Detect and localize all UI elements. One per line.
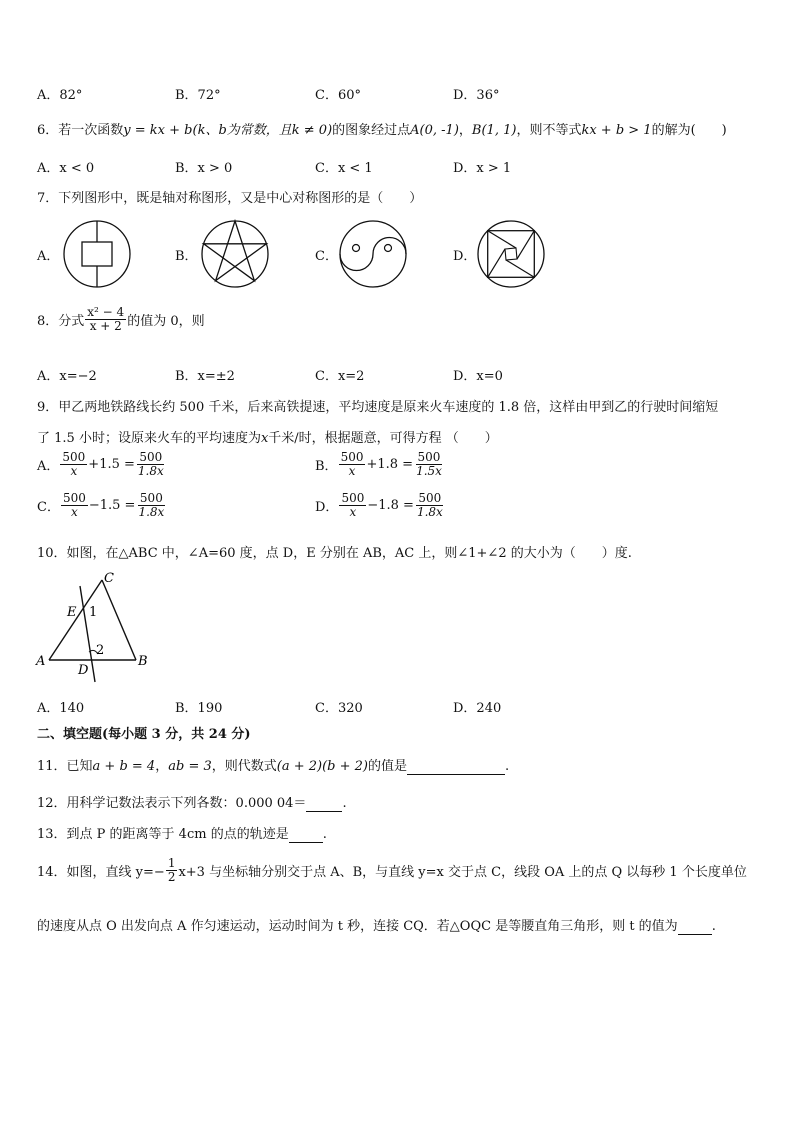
q8-denominator: x + 2 xyxy=(89,319,122,334)
q5-option-d: D．36° xyxy=(453,88,500,103)
q11-suffix: 的值是 xyxy=(367,759,407,774)
q10-label-d: D xyxy=(78,663,89,678)
q14-line2 xyxy=(37,915,716,935)
q9-d-frac2 xyxy=(415,492,445,519)
q10-triangle-figure xyxy=(34,568,164,686)
q9-a-frac1 xyxy=(60,451,87,478)
q10-label-1: 1 xyxy=(89,605,98,620)
q6-condition: (k、b为常数，且k ≠ 0) xyxy=(192,123,333,138)
q14-pre: 14．如图，直线 y=− xyxy=(37,865,165,881)
q6-option-c: C．x < 1 xyxy=(315,161,373,176)
q14-line1 xyxy=(37,857,747,884)
q12-end: . xyxy=(342,796,347,811)
q6-text-pre: 若一次函数 xyxy=(58,123,124,138)
q9-b-frac2-num: 500 xyxy=(417,450,441,464)
q9-c-frac1-num: 500 xyxy=(62,491,86,505)
q6-option-d: D．x > 1 xyxy=(453,161,512,176)
q9-option-b xyxy=(315,451,445,478)
q11-condition-2: ab = 3 xyxy=(168,759,212,774)
q7-label-c: C． xyxy=(315,249,338,264)
q9-line2 xyxy=(37,427,498,446)
q9-option-a xyxy=(37,451,167,478)
q9-variable: x xyxy=(260,431,269,446)
q9-line2-pre: 了 1.5 小时；设原来火车的平均速度为 xyxy=(37,431,261,446)
q9-line2-post: 千米/时，根据题意，可得方程 （ ） xyxy=(268,431,498,446)
q6-option-b: B．x > 0 xyxy=(175,161,233,176)
q9-c-frac1-den: x xyxy=(71,505,78,520)
q7-label-a: A． xyxy=(37,249,60,264)
q9-a-frac1-num: 500 xyxy=(62,450,86,464)
q9-c-frac2 xyxy=(136,492,166,519)
q7-label-d: D． xyxy=(453,249,477,264)
q9-c-frac2-num: 500 xyxy=(139,491,163,505)
q11-prefix: 11．已知 xyxy=(37,759,93,774)
q9-option-c xyxy=(37,492,167,519)
q14-answer-blank[interactable] xyxy=(678,919,712,935)
q9-d-frac2-den: 1.8x xyxy=(416,505,443,520)
q7-label-b: B． xyxy=(175,249,198,264)
q14-end: . xyxy=(711,919,716,934)
q9-a-frac2-num: 500 xyxy=(139,450,163,464)
q7-figure-d-square-pinwheel xyxy=(474,218,548,290)
q11-separator: ， xyxy=(155,759,169,774)
q7-figure-b-pentagram xyxy=(198,218,272,290)
q11-answer-blank[interactable] xyxy=(407,759,505,775)
q8-suffix: 的值为 0，则 xyxy=(127,314,205,330)
q6-inequality: kx + b > 1 xyxy=(581,123,652,138)
q13-text: 13．到点 P 的距离等于 4cm 的点的轨迹是 xyxy=(37,827,289,842)
q12-text: 12．用科学记数法表示下列各数：0.000 04＝ xyxy=(37,796,307,811)
q8-stem xyxy=(37,306,205,333)
q6-number: 6． xyxy=(37,123,59,138)
q9-line1: 9．甲乙两地铁路线长约 500 千米，后来高铁提速，平均速度是原来火车速度的 1.8 倍，这样由甲到乙的行驶时间缩短 xyxy=(37,400,719,415)
q6-stem xyxy=(37,119,727,138)
q9-a-operator: +1.5 = xyxy=(88,457,135,473)
q10-option-b: B．190 xyxy=(175,701,223,716)
q5-option-c: C．60° xyxy=(315,88,361,103)
q6-text-post: ，则不等式 xyxy=(516,123,582,138)
q6-function: y = kx + b xyxy=(123,123,193,138)
q10-option-a: A．140 xyxy=(37,701,85,716)
q6-text-mid: 的图象经过点 xyxy=(332,123,411,138)
q8-prefix: 8．分式 xyxy=(37,314,85,330)
q10-option-d: D．240 xyxy=(453,701,502,716)
q6-separator: ， xyxy=(458,123,472,138)
q9-b-frac2 xyxy=(414,451,444,478)
q8-numerator: x² − 4 xyxy=(87,305,125,319)
q14-line2-text: 的速度从点 O 出发向点 A 作匀速运动，运动时间为 t 秒，连接 CQ．若△OQC 是等腰直角三角形，则 t 的值为 xyxy=(37,919,678,934)
q5-option-b: B．72° xyxy=(175,88,221,103)
q9-a-frac2 xyxy=(136,451,166,478)
q10-stem: 10．如图，在△ABC 中，∠A=60 度，点 D，E 分别在 AB，AC 上，则∠1+∠2 的大小为（ ）度. xyxy=(37,546,632,561)
q8-option-a: A．x=−2 xyxy=(37,369,97,384)
q10-label-a: A xyxy=(36,654,46,669)
q14-fraction xyxy=(166,857,178,884)
q7-stem: 7．下列图形中，既是轴对称图形，又是中心对称图形的是（ ） xyxy=(37,191,423,206)
q9-option-a-label: A． xyxy=(37,459,60,475)
q11-expression: (a + 2)(b + 2) xyxy=(276,759,368,774)
q8-option-c: C．x=2 xyxy=(315,369,365,384)
q5-option-a: A．82° xyxy=(37,88,83,103)
q6-point-b: B(1, 1) xyxy=(471,123,517,138)
q12-stem xyxy=(37,792,347,812)
q14-post: x+3 与坐标轴分别交于点 A、B，与直线 y=x 交于点 C，线段 OA 上的点 Q 以每秒 1 个长度单位 xyxy=(178,865,747,881)
q9-b-frac2-den: 1.5x xyxy=(416,464,442,479)
q9-b-frac1 xyxy=(339,451,366,478)
q6-text-end: 的解为( ) xyxy=(651,123,727,138)
q9-a-frac1-den: x xyxy=(70,464,78,479)
q9-d-frac1-den: x xyxy=(349,505,357,520)
q10-label-c: C xyxy=(104,571,114,586)
q9-b-frac1-num: 500 xyxy=(340,450,364,464)
q9-b-operator: +1.8 = xyxy=(366,457,414,473)
q14-numerator: 1 xyxy=(167,856,176,870)
q6-point-a: A(0, -1) xyxy=(410,123,459,138)
q9-option-b-label: B． xyxy=(315,459,338,475)
q8-option-d: D．x=0 xyxy=(453,369,503,384)
q8-option-b: B．x=±2 xyxy=(175,369,235,384)
q6-option-a: A．x < 0 xyxy=(37,161,95,176)
q9-option-c-label: C． xyxy=(37,500,60,516)
q13-stem xyxy=(37,823,327,843)
q7-figure-a xyxy=(60,218,134,290)
q7-figure-c-taiji xyxy=(336,218,410,290)
q12-answer-blank[interactable] xyxy=(306,796,342,812)
q10-option-c: C．320 xyxy=(315,701,363,716)
q9-d-frac1-num: 500 xyxy=(341,491,365,505)
q9-option-d-label: D． xyxy=(315,500,339,516)
q9-d-operator: −1.8 = xyxy=(367,498,414,514)
q14-denominator: 2 xyxy=(167,870,176,885)
q11-condition-1: a + b = 4 xyxy=(92,759,156,774)
q10-label-b: B xyxy=(138,654,148,669)
q13-answer-blank[interactable] xyxy=(289,827,323,843)
q9-d-frac1 xyxy=(339,492,366,519)
q10-label-2: 2 xyxy=(96,643,105,658)
q11-mid: ，则代数式 xyxy=(211,759,277,774)
q9-a-frac2-den: 1.8x xyxy=(137,464,164,479)
q8-fraction xyxy=(85,306,126,333)
q10-label-e: E xyxy=(67,605,77,620)
section-heading-fill-blank: 二、填空题(每小题 3 分，共 24 分) xyxy=(37,727,251,742)
q11-stem xyxy=(37,755,509,775)
q11-end: . xyxy=(505,759,510,774)
q9-c-frac2-den: 1.8x xyxy=(138,505,165,520)
q9-c-frac1 xyxy=(61,492,88,519)
q9-d-frac2-num: 500 xyxy=(418,491,442,505)
q13-end: . xyxy=(322,827,327,842)
q9-c-operator: −1.5 = xyxy=(88,498,136,514)
q9-b-frac1-den: x xyxy=(348,464,356,479)
q9-option-d xyxy=(315,492,446,519)
